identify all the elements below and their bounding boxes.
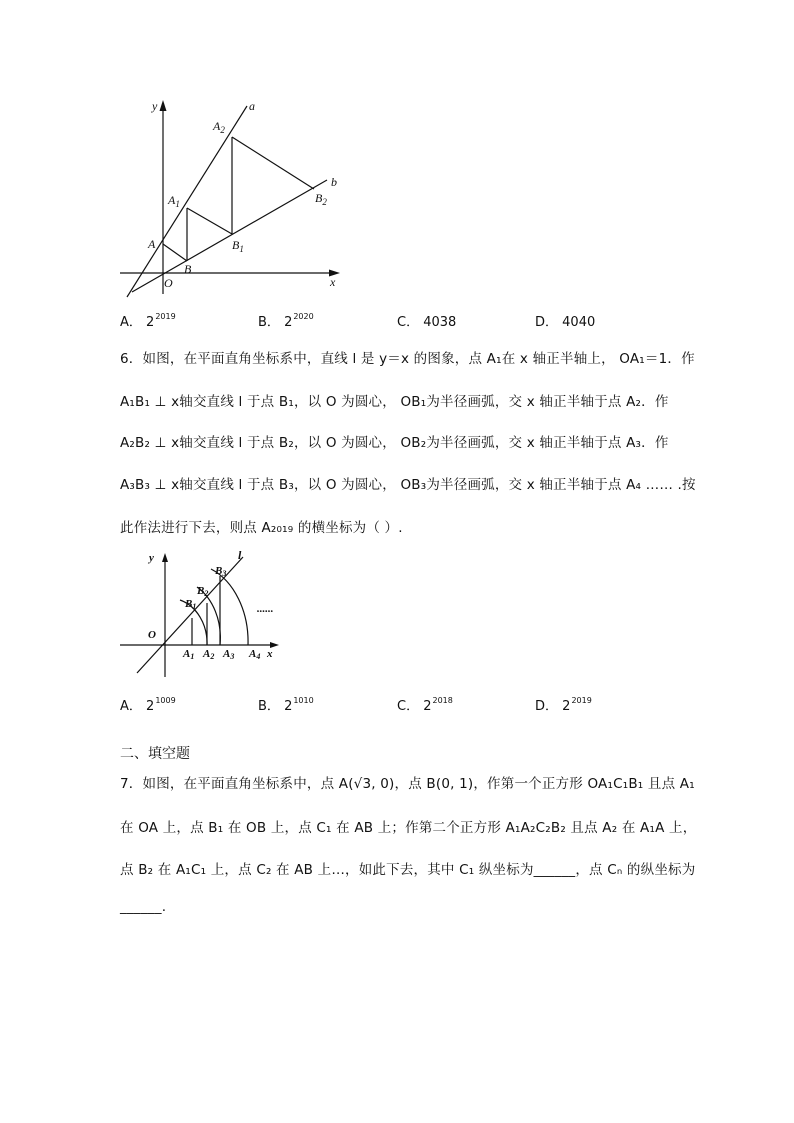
label-B2: B2 — [197, 585, 209, 598]
q6-option-a[interactable]: A． $2^{1009}$ — [120, 695, 176, 714]
y-axis-arrow-icon — [162, 553, 168, 562]
label-O: O — [164, 276, 173, 290]
line-b — [132, 180, 327, 292]
q5-option-b[interactable]: B． $2^{2020}$ — [258, 311, 314, 330]
label-A2: A2 — [203, 648, 215, 661]
q6-line-5: 此作法进行下去，则点 A₂₀₁₉ 的横坐标为（ ）. — [120, 520, 403, 536]
q5-option-c[interactable]: C． 4038 — [397, 315, 457, 330]
label-A4: A4 — [249, 648, 261, 661]
q6-line-4: A₃B₃ ⊥ x轴交直线 l 于点 B₃，以 O 为圆心， OB₃为半径画弧，交 x 轴正半轴于点 A₄ …… .按 — [120, 477, 696, 493]
q5-option-a[interactable]: A． $2^{2019}$ — [120, 311, 176, 330]
section-heading: 二、填空题 — [120, 746, 190, 762]
label-dots: ...... — [257, 603, 274, 615]
q7-line-1: 7．如图，在平面直角坐标系中，点 A(√3, 0)，点 B(0, 1)，作第一个正方形 OA₁C₁B₁ 且点 A₁ — [120, 776, 695, 792]
q7-line-3: 点 B₂ 在 A₁C₁ 上，点 C₂ 在 AB 上…，如此下去，其中 C₁ 纵坐标为______，点 Cₙ 的纵坐标为 — [120, 862, 696, 878]
q7-line-4: ______. — [120, 899, 167, 915]
q7-line-2: 在 OA 上，点 B₁ 在 OB 上，点 C₁ 在 AB 上；作第二个正方形 A₁A₂C₂B₂ 且点 A₂ 在 A₁A 上， — [120, 820, 697, 836]
label-x: x — [330, 275, 336, 289]
q5-option-d[interactable]: D． 4040 — [535, 315, 596, 330]
label-x: x — [267, 648, 273, 660]
label-A1: $A_1$ — [168, 193, 180, 209]
label-b: b — [331, 175, 337, 189]
label-B1: B1 — [185, 598, 197, 611]
q6-option-b[interactable]: B． $2^{1010}$ — [258, 695, 314, 714]
label-B3: B3 — [215, 565, 227, 578]
label-a: a — [249, 99, 255, 113]
q6-line-3: A₂B₂ ⊥ x轴交直线 l 于点 B₂，以 O 为圆心， OB₂为半径画弧，交 x 轴正半轴于点 A₃．作 — [120, 435, 669, 451]
label-y: y — [152, 99, 158, 113]
q6-line-1: 6．如图，在平面直角坐标系中，直线 l 是 y＝x 的图象，点 A₁在 x 轴正半轴上， OA₁＝1．作 — [120, 351, 695, 367]
segment-AB — [163, 244, 187, 261]
figure-1-diagram — [112, 94, 352, 304]
label-B2: $B_2$ — [315, 191, 327, 207]
label-A2: $A_2$ — [213, 119, 225, 135]
label-A: A — [148, 237, 156, 251]
q5-options — [0, 311, 794, 331]
segment-A2B2 — [232, 137, 314, 189]
y-axis-arrow-icon — [160, 100, 167, 111]
q6-option-c[interactable]: C． $2^{2018}$ — [397, 695, 453, 714]
label-O: O — [148, 629, 156, 641]
label-A1: A1 — [183, 648, 195, 661]
q6-options — [0, 695, 794, 715]
figure-2-diagram — [115, 545, 290, 680]
label-B: B — [184, 262, 192, 276]
q6-option-d[interactable]: D． $2^{2019}$ — [535, 695, 592, 714]
label-A3: A3 — [223, 648, 235, 661]
label-y: y — [149, 552, 154, 564]
label-l: l — [238, 548, 242, 562]
arc-3 — [211, 569, 248, 645]
label-B1: $B_1$ — [232, 238, 244, 254]
segment-A1B1 — [187, 208, 232, 234]
q6-line-2: A₁B₁ ⊥ x轴交直线 l 于点 B₁，以 O 为圆心， OB₁为半径画弧，交 x 轴正半轴于点 A₂．作 — [120, 394, 669, 410]
